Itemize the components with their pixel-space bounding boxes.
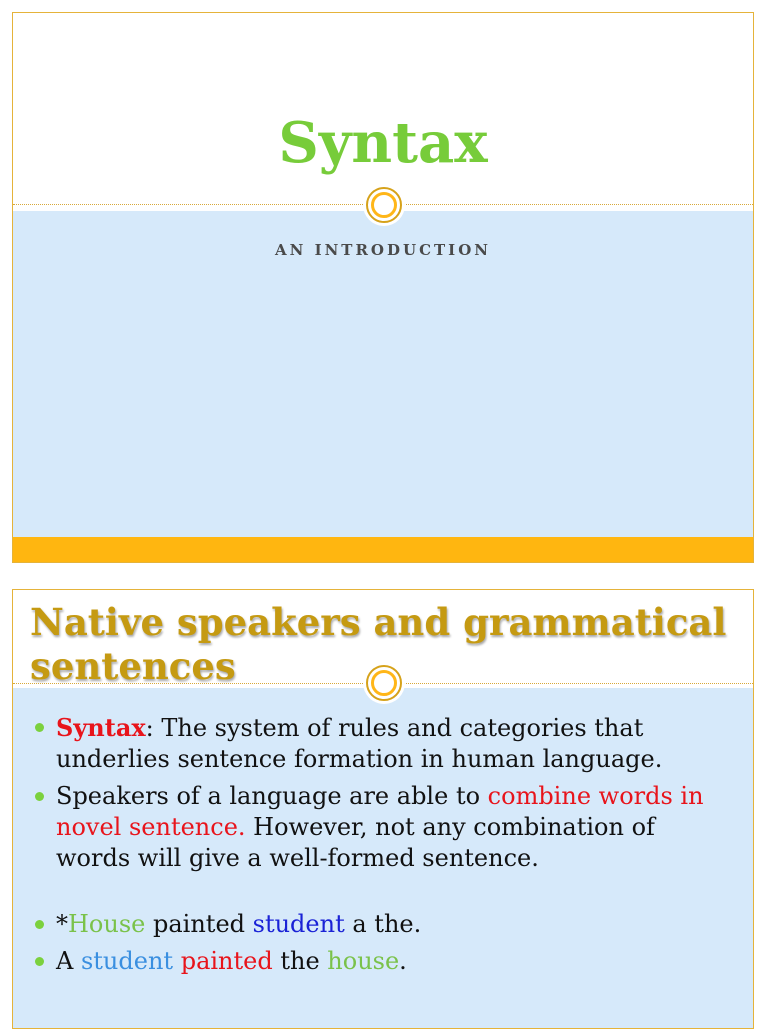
- circle-ornament-icon: [366, 187, 402, 223]
- asterisk-mark: *: [56, 910, 68, 938]
- word-student: student: [252, 910, 345, 938]
- highlighted-text: combine words in novel sentence.: [56, 782, 704, 841]
- word-house: house: [327, 947, 400, 975]
- bullet-speakers: [33, 781, 733, 874]
- slide-subtitle: AN INTRODUCTION: [275, 241, 491, 259]
- period: .: [399, 947, 407, 975]
- bullet-list: [33, 712, 733, 983]
- space: [173, 947, 181, 975]
- bullet-syntax-definition: [33, 712, 733, 775]
- slide-title: Native speakers and grammatical sentences: [30, 600, 727, 688]
- title-slide: [12, 12, 754, 563]
- bullet-ungrammatical-example: [33, 909, 733, 940]
- word-the: the: [272, 947, 328, 975]
- content-slide: [12, 589, 754, 1029]
- definition-text: : The system of rules and categories that underlies sentence formation in human language.: [56, 714, 663, 773]
- footer-bar: [13, 537, 753, 563]
- slide-title: Syntax: [278, 110, 488, 176]
- word-house: House: [68, 910, 146, 938]
- circle-ornament-icon: [366, 665, 402, 701]
- bullet-grammatical-example: [33, 946, 733, 977]
- word-student: student: [80, 947, 174, 975]
- word-painted: painted: [145, 910, 253, 938]
- term-syntax: Syntax: [56, 713, 146, 742]
- title-area: [13, 13, 753, 205]
- bullet-text: Speakers of a language are able to: [56, 782, 488, 810]
- word-a: A: [56, 947, 81, 975]
- subtitle-area: [13, 211, 753, 537]
- words-a-the: a the.: [344, 910, 422, 938]
- word-painted: painted: [180, 947, 273, 975]
- bullet-text: However, not any combination of words will give a well-formed sentence.: [56, 813, 655, 872]
